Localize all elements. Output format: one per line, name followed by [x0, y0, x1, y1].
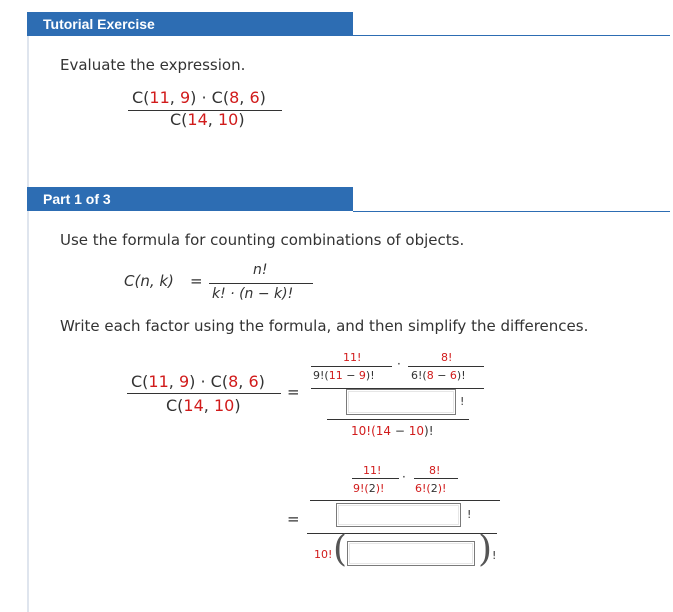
- step1-f1-bar: [311, 366, 392, 367]
- step2-inner-bar: [310, 500, 500, 501]
- step2-dot: ·: [402, 470, 406, 484]
- step2-f1-bar: [352, 478, 399, 479]
- step1-f2-num: 8!: [441, 351, 453, 364]
- part-title: Part 1 of 3: [43, 191, 111, 207]
- step2-f2-bar: [414, 478, 458, 479]
- step2-f2-den: 6!(2)!: [415, 482, 447, 495]
- formula-numerator: n!: [253, 262, 268, 278]
- step1-lhs-denominator: C(14, 10): [166, 396, 241, 415]
- step1-bottom: 10!(14 − 10)!: [351, 424, 434, 438]
- step2-f2-num: 8!: [429, 464, 441, 477]
- step2-bottom-factor: 10!: [314, 548, 333, 561]
- step1-f1-den: 9!(11 − 9)!: [313, 369, 375, 382]
- right-paren: ): [478, 529, 493, 570]
- step1-f2-bar: [408, 366, 484, 367]
- step1-lhs-fraction-bar: [127, 393, 281, 394]
- header-rule: [353, 35, 670, 36]
- step2-f1-num: 11!: [363, 464, 382, 477]
- step1-box-factorial: !: [460, 395, 465, 408]
- formula-lhs: C(n, k): [124, 272, 174, 290]
- formula-instruction: Use the formula for counting combinations of objects.: [60, 231, 465, 249]
- step1-outer-bar: [327, 419, 469, 420]
- intro-denominator: C(14, 10): [170, 110, 245, 129]
- step2-answer-box-top[interactable]: [336, 503, 461, 527]
- left-paren: (: [333, 529, 348, 570]
- step1-equals: =: [287, 383, 300, 401]
- step2-answer-box-bottom[interactable]: [347, 541, 475, 566]
- intro-numerator: C(11, 9) · C(8, 6): [132, 88, 266, 107]
- evaluate-prompt: Evaluate the expression.: [60, 56, 246, 74]
- part-header: [27, 187, 353, 211]
- formula-fraction-bar: [209, 283, 313, 284]
- step2-box-factorial: !: [467, 508, 472, 521]
- step1-f1-num: 11!: [343, 351, 362, 364]
- step1-dot: ·: [397, 357, 401, 371]
- part-rule: [353, 211, 670, 212]
- step1-lhs-numerator: C(11, 9) · C(8, 6): [131, 372, 265, 391]
- tutorial-header: [27, 12, 353, 36]
- step1-f2-den: 6!(8 − 6)!: [411, 369, 466, 382]
- factor-instruction: Write each factor using the formula, and then simplify the differences.: [60, 317, 589, 335]
- formula-equals: =: [190, 272, 203, 290]
- formula-denominator: k! · (n − k)!: [212, 286, 294, 302]
- step2-bottom-factorial: !: [492, 549, 497, 562]
- step2-equals: =: [287, 510, 300, 528]
- step1-answer-box[interactable]: [346, 389, 456, 415]
- tutorial-title: Tutorial Exercise: [43, 16, 155, 32]
- step2-f1-den: 9!(2)!: [353, 482, 385, 495]
